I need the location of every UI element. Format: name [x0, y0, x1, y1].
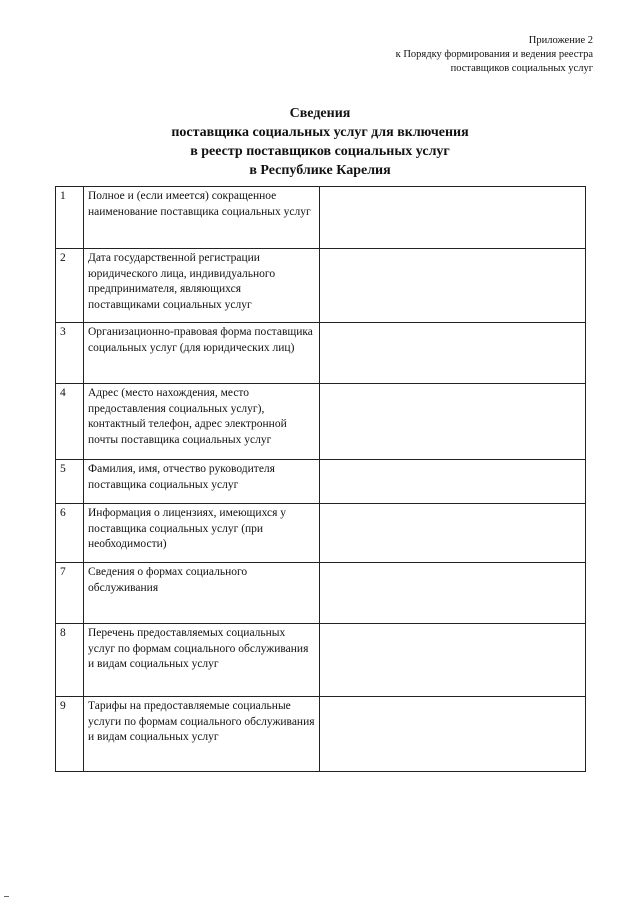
row-number: 4	[56, 384, 84, 460]
table-row	[56, 563, 586, 624]
table-row	[56, 697, 586, 772]
appendix-line-3: поставщиков социальных услуг	[450, 63, 593, 74]
row-label: Адрес (место нахождения, место предоставления социальных услуг), контактный телефон, адрес электронной почты поставщика социальных услуг	[84, 384, 320, 460]
title-line-3: в реестр поставщиков социальных услуг	[190, 144, 450, 159]
document-title	[0, 104, 640, 180]
row-number: 8	[56, 624, 84, 697]
row-value-field[interactable]	[320, 697, 586, 772]
row-number: 1	[56, 187, 84, 249]
appendix-header	[396, 34, 593, 76]
appendix-line-2: к Порядку формирования и ведения реестра	[395, 49, 593, 60]
row-value-field[interactable]	[320, 187, 586, 249]
row-label: Сведения о формах социального обслуживания	[84, 563, 320, 624]
row-label: Перечень предоставляемых социальных услуг по формам социального обслуживания и видам социальных услуг	[84, 624, 320, 697]
scan-artifact-mark	[4, 896, 9, 897]
table-row	[56, 624, 586, 697]
title-line-2: поставщика социальных услуг для включения	[171, 125, 469, 140]
row-value-field[interactable]	[320, 563, 586, 624]
provider-info-table	[55, 186, 586, 772]
table-row	[56, 187, 586, 249]
title-line-4: в Республике Карелия	[249, 163, 391, 178]
row-label: Информация о лицензиях, имеющихся у поставщика социальных услуг (при необходимости)	[84, 504, 320, 563]
row-number: 2	[56, 249, 84, 323]
row-value-field[interactable]	[320, 460, 586, 504]
row-label: Организационно-правовая форма поставщика социальных услуг (для юридических лиц)	[84, 323, 320, 384]
row-label: Дата государственной регистрации юридического лица, индивидуального предпринимателя, являющихся поставщиками социальных услуг	[84, 249, 320, 323]
row-value-field[interactable]	[320, 323, 586, 384]
table-row	[56, 249, 586, 323]
row-number: 6	[56, 504, 84, 563]
row-value-field[interactable]	[320, 504, 586, 563]
row-label: Фамилия, имя, отчество руководителя поставщика социальных услуг	[84, 460, 320, 504]
table-row	[56, 504, 586, 563]
row-number: 7	[56, 563, 84, 624]
row-value-field[interactable]	[320, 249, 586, 323]
row-value-field[interactable]	[320, 384, 586, 460]
row-number: 9	[56, 697, 84, 772]
title-line-1: Сведения	[289, 106, 351, 121]
appendix-line-1: Приложение 2	[528, 35, 593, 46]
row-value-field[interactable]	[320, 624, 586, 697]
table-row	[56, 323, 586, 384]
row-label: Тарифы на предоставляемые социальные услуги по формам социального обслуживания и видам социальных услуг	[84, 697, 320, 772]
row-number: 5	[56, 460, 84, 504]
row-label: Полное и (если имеется) сокращенное наименование поставщика социальных услуг	[84, 187, 320, 249]
table-row	[56, 460, 586, 504]
table-row	[56, 384, 586, 460]
row-number: 3	[56, 323, 84, 384]
